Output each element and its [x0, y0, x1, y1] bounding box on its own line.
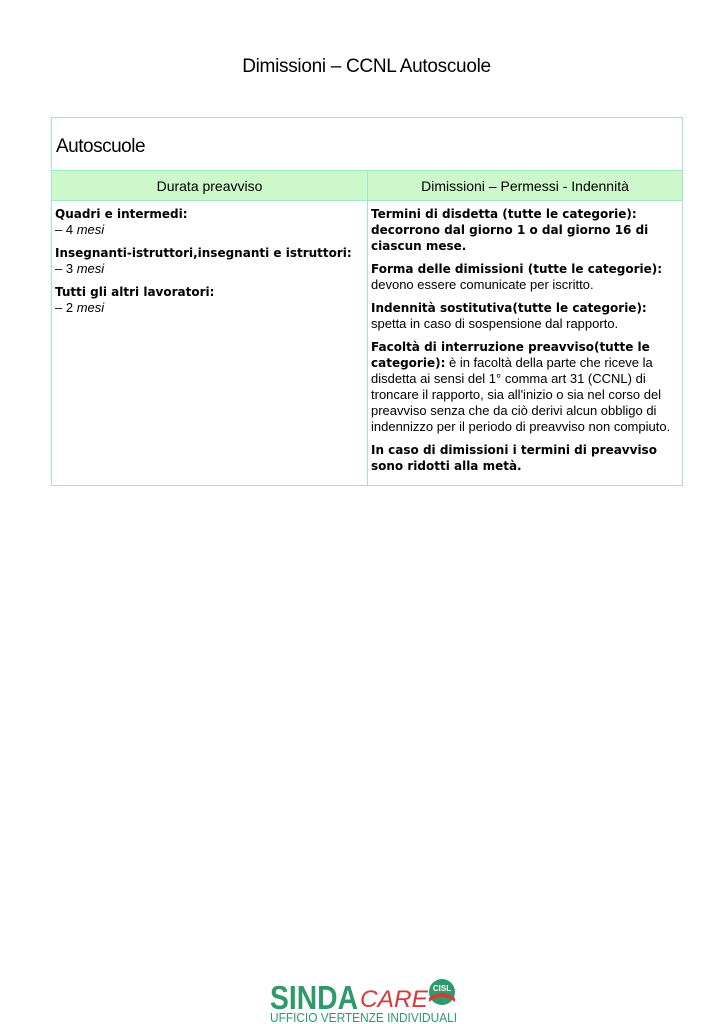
- forma-title: Forma delle dimissioni (tutte le categorie):: [371, 262, 663, 276]
- info-table: [51, 117, 683, 486]
- table-header-row: [52, 170, 682, 201]
- notice-dash: – 3: [55, 261, 77, 276]
- header-dimissioni-permessi: Dimissioni – Permessi - Indennità: [421, 177, 629, 194]
- facolta-title: Facoltà di interruzione preavviso(tutte le categorie):: [371, 340, 650, 370]
- indennita-text: spetta in caso di sospensione dal rapporto.: [371, 316, 619, 331]
- notice-item-altri: [55, 284, 364, 316]
- indennita-title: Indennità sostitutiva(tutte le categorie):: [371, 301, 647, 315]
- notice-label: Insegnanti-istruttori,insegnanti e istruttori:: [55, 246, 352, 260]
- forma-text: devono essere comunicate per iscritto.: [371, 277, 594, 292]
- termini-ridotti: In caso di dimissioni i termini di preavviso sono ridotti alla metà.: [371, 443, 657, 473]
- header-durata-preavviso: Durata preavviso: [52, 171, 368, 200]
- notice-item-quadri: [55, 206, 364, 238]
- logo-subtitle: UFFICIO VERTENZE INDIVIDUALI: [270, 1011, 457, 1024]
- indennita-sostitutiva: [371, 300, 679, 332]
- notice-unit: mesi: [76, 261, 105, 276]
- notice-item-insegnanti: [55, 245, 364, 277]
- notice-dash: – 2: [55, 300, 77, 315]
- notice-unit: mesi: [76, 222, 105, 237]
- facolta-interruzione: [371, 339, 679, 435]
- forma-dimissioni: [371, 261, 679, 293]
- logo-cisl: CISL: [432, 984, 452, 993]
- notice-dash: – 4: [55, 222, 77, 237]
- page-title: Dimissioni – CCNL Autoscuole: [242, 56, 491, 77]
- durata-cell: [52, 201, 368, 485]
- notice-label: Quadri e intermedi:: [55, 207, 188, 221]
- logo-care: CARE: [360, 986, 430, 1013]
- section-title: Autoscuole: [56, 136, 146, 157]
- termini-disdetta: Termini di disdetta (tutte le categorie): decorrono dal giorno 1 o dal giorno 16 di ciascun mese.: [371, 207, 649, 253]
- sindacare-logo: [270, 978, 460, 1024]
- dimissioni-cell: [368, 201, 682, 485]
- facolta-text: è in facoltà della parte che riceve la disdetta ai sensi del 1° comma art 31 (CCNL) di troncare il rapporto, sia all'inizio o sia nel corso del preavviso senza che da ciò derivi alcun obbligo di indennizzo per il periodo di preavviso non compiuto.: [371, 355, 671, 434]
- notice-label: Tutti gli altri lavoratori:: [55, 285, 215, 299]
- logo-sinda: SINDA: [270, 979, 358, 1016]
- notice-unit: mesi: [76, 300, 105, 315]
